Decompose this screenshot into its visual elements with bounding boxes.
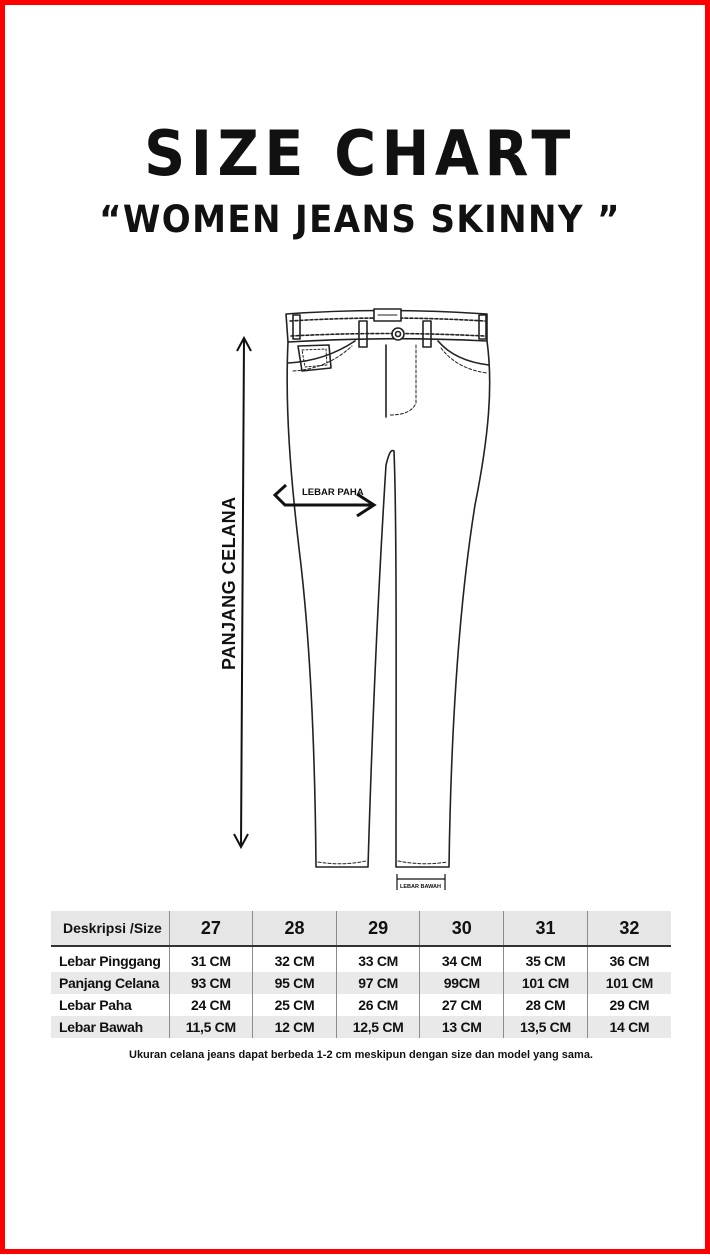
table-cell: 35 CM (504, 946, 588, 972)
size-29: 29 (336, 911, 420, 946)
size-31: 31 (504, 911, 588, 946)
size-32: 32 (587, 911, 671, 946)
table-cell: 31 CM (169, 946, 253, 972)
table-cell: 11,5 CM (169, 1016, 253, 1038)
row-label: Lebar Pinggang (59, 953, 161, 969)
table-cell: 29 CM (587, 994, 671, 1016)
size-header-row (51, 911, 671, 946)
table-cell: 12,5 CM (336, 1016, 420, 1038)
row-label: Lebar Paha (59, 997, 132, 1013)
page-subtitle: “WOMEN JEANS SKINNY ” (99, 198, 621, 241)
table-cell: 28 CM (504, 994, 588, 1016)
row-label: Lebar Bawah (51, 1016, 169, 1038)
table-row-thigh (51, 994, 671, 1016)
page-title: SIZE CHART (144, 117, 576, 190)
table-cell: 36 CM (587, 946, 671, 972)
table-cell: 27 CM (420, 994, 504, 1016)
table-cell: 13 CM (420, 1016, 504, 1038)
table-cell: 13,5 CM (504, 1016, 588, 1038)
size-27: 27 (169, 911, 253, 946)
table-cell: 32 CM (253, 946, 337, 972)
table-cell: 95 CM (253, 972, 337, 994)
jeans-outline (286, 309, 490, 867)
table-cell: 12 CM (253, 1016, 337, 1038)
table-cell: 99CM (420, 972, 504, 994)
table-cell: 33 CM (336, 946, 420, 972)
table-cell: 14 CM (587, 1016, 671, 1038)
table-cell: 101 CM (504, 972, 588, 994)
table-cell: 34 CM (420, 946, 504, 972)
table-row-waist (51, 946, 671, 972)
table-cell: 97 CM (336, 972, 420, 994)
table-cell: 26 CM (336, 994, 420, 1016)
size-28: 28 (253, 911, 337, 946)
table-row-hem (51, 1016, 671, 1038)
size-note: Ukuran celana jeans dapat berbeda 1-2 cm meskipun dengan size dan model yang sama. (129, 1049, 593, 1061)
hem-label: LEBAR BAWAH (400, 884, 441, 890)
table-cell: 25 CM (253, 994, 337, 1016)
table-cell: 101 CM (587, 972, 671, 994)
table-row-length (51, 972, 671, 994)
header-description: Deskripsi /Size (51, 911, 169, 946)
length-label: PANJANG CELANA (219, 496, 239, 670)
table-cell: 93 CM (169, 972, 253, 994)
table-cell: 24 CM (169, 994, 253, 1016)
size-30: 30 (420, 911, 504, 946)
size-table (51, 911, 671, 1038)
jeans-illustration (5, 5, 710, 1259)
row-label: Panjang Celana (51, 972, 169, 994)
thigh-label: LEBAR PAHA (302, 487, 364, 498)
